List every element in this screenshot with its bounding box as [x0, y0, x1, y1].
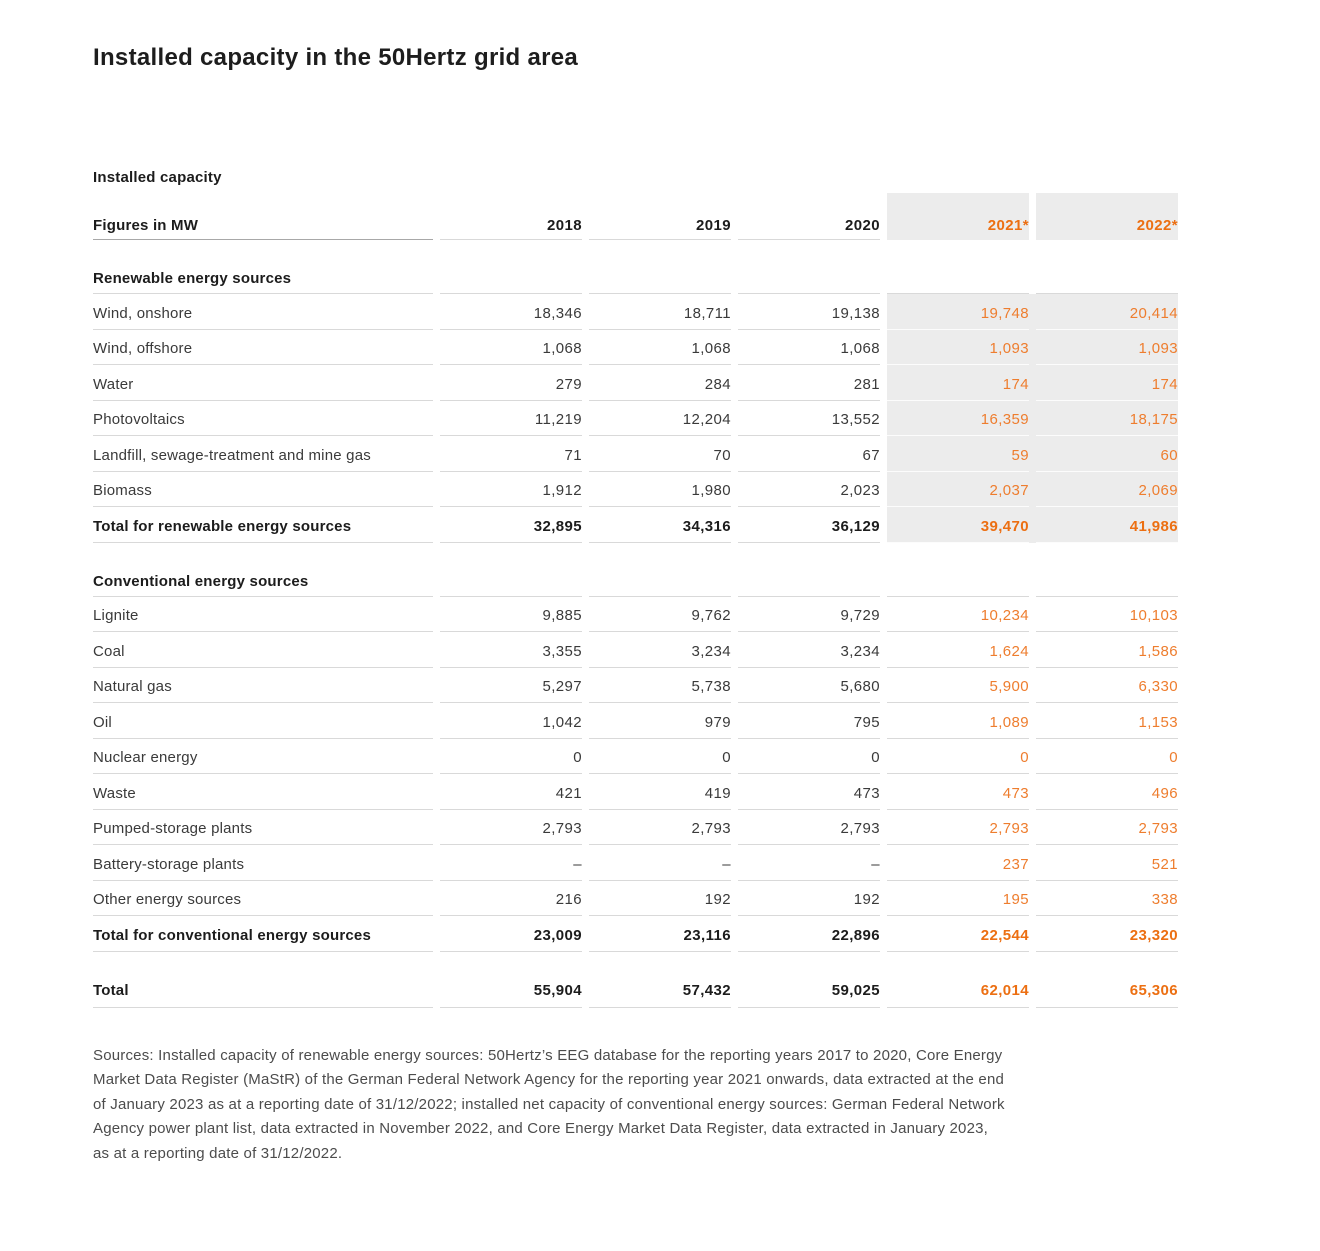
spacer-cell — [589, 543, 731, 597]
total-row-label: Total for conventional energy sources — [93, 916, 433, 952]
cell-value: 2,793 — [1036, 810, 1178, 846]
cell-value: 18,346 — [440, 294, 582, 330]
cell-value: 473 — [738, 774, 880, 810]
grand-total-value: 57,432 — [589, 952, 731, 1008]
cell-value: 16,359 — [887, 401, 1029, 437]
cell-value: 195 — [887, 881, 1029, 917]
cell-value: 70 — [589, 436, 731, 472]
cell-value: 3,355 — [440, 632, 582, 668]
total-cell-value: 22,896 — [738, 916, 880, 952]
cell-value: 0 — [738, 739, 880, 775]
row-label: Other energy sources — [93, 881, 433, 917]
cell-value: 0 — [1036, 739, 1178, 775]
grand-total-value: 59,025 — [738, 952, 880, 1008]
cell-value: 2,793 — [738, 810, 880, 846]
cell-value: 6,330 — [1036, 668, 1178, 704]
cell-value: 1,093 — [887, 330, 1029, 366]
total-cell-value: 23,009 — [440, 916, 582, 952]
row-label: Oil — [93, 703, 433, 739]
spacer-cell — [589, 240, 731, 294]
cell-value: 9,762 — [589, 597, 731, 633]
cell-value: 12,204 — [589, 401, 731, 437]
cell-value: 59 — [887, 436, 1029, 472]
cell-value: 19,748 — [887, 294, 1029, 330]
cell-value: – — [589, 845, 731, 881]
cell-value: 18,175 — [1036, 401, 1178, 437]
cell-value: 192 — [738, 881, 880, 917]
spacer-cell — [887, 240, 1029, 294]
cell-value: 192 — [589, 881, 731, 917]
cell-value: 1,980 — [589, 472, 731, 508]
cell-value: 0 — [589, 739, 731, 775]
table-subtitle: Installed capacity — [93, 169, 222, 186]
sources-line: Sources: Installed capacity of renewable energy sources: 50Hertz’s EEG database for the reporting years 2017 to 2020, Core Energy — [93, 1046, 1003, 1064]
cell-value: 13,552 — [738, 401, 880, 437]
row-label: Waste — [93, 774, 433, 810]
sources-line: as at a reporting date of 31/12/2022. — [93, 1144, 343, 1162]
cell-value: 1,586 — [1036, 632, 1178, 668]
cell-value: 20,414 — [1036, 294, 1178, 330]
cell-value: 2,023 — [738, 472, 880, 508]
cell-value: 10,234 — [887, 597, 1029, 633]
cell-value: 1,042 — [440, 703, 582, 739]
cell-value: 338 — [1036, 881, 1178, 917]
row-label: Natural gas — [93, 668, 433, 704]
column-header: 2019 — [589, 193, 731, 240]
cell-value: 3,234 — [589, 632, 731, 668]
cell-value: 2,069 — [1036, 472, 1178, 508]
row-label: Water — [93, 365, 433, 401]
total-row-label: Total for renewable energy sources — [93, 507, 433, 543]
cell-value: 5,297 — [440, 668, 582, 704]
grand-total-value: 65,306 — [1036, 952, 1178, 1008]
figures-in-mw-label: Figures in MW — [93, 193, 433, 240]
cell-value: 979 — [589, 703, 731, 739]
capacity-grid — [93, 193, 1178, 1008]
cell-value: 419 — [589, 774, 731, 810]
cell-value: 1,624 — [887, 632, 1029, 668]
cell-value: 421 — [440, 774, 582, 810]
cell-value: 1,089 — [887, 703, 1029, 739]
cell-value: 795 — [738, 703, 880, 739]
cell-value: 2,037 — [887, 472, 1029, 508]
spacer-cell — [1036, 543, 1178, 597]
total-cell-value: 34,316 — [589, 507, 731, 543]
spacer-cell — [440, 240, 582, 294]
cell-value: 284 — [589, 365, 731, 401]
row-label: Landfill, sewage-treatment and mine gas — [93, 436, 433, 472]
cell-value: 5,680 — [738, 668, 880, 704]
column-header: 2020 — [738, 193, 880, 240]
total-cell-value: 39,470 — [887, 507, 1029, 543]
column-header: 2022* — [1136, 217, 1178, 234]
cell-value: 3,234 — [738, 632, 880, 668]
total-cell-value: 36,129 — [738, 507, 880, 543]
cell-value: 10,103 — [1036, 597, 1178, 633]
cell-value: 473 — [887, 774, 1029, 810]
cell-value: 1,068 — [589, 330, 731, 366]
spacer-cell — [1036, 240, 1178, 294]
spacer-cell — [738, 240, 880, 294]
page-title: Installed capacity in the 50Hertz grid area — [93, 44, 579, 71]
cell-value: 60 — [1036, 436, 1178, 472]
row-label: Biomass — [93, 472, 433, 508]
cell-value: 11,219 — [440, 401, 582, 437]
capacity-table — [93, 193, 1178, 1008]
sources-line: Market Data Register (MaStR) of the German Federal Network Agency for the reporting year 2021 onwards, data extracted at the end — [93, 1071, 1005, 1088]
row-label: Nuclear energy — [93, 739, 433, 775]
total-cell-value: 23,320 — [1036, 916, 1178, 952]
column-header: 2018 — [440, 193, 582, 240]
sources-line: of January 2023 as at a reporting date of 31/12/2022; installed net capacity of conventional energy sources: German Federal Network — [93, 1095, 1005, 1113]
cell-value: 237 — [887, 845, 1029, 881]
total-cell-value: 32,895 — [440, 507, 582, 543]
cell-value: 5,900 — [887, 668, 1029, 704]
cell-value: 281 — [738, 365, 880, 401]
section-header: Renewable energy sources — [93, 240, 433, 294]
cell-value: 67 — [738, 436, 880, 472]
spacer-cell — [738, 543, 880, 597]
spacer-cell — [887, 543, 1029, 597]
cell-value: 279 — [440, 365, 582, 401]
cell-value: 18,711 — [589, 294, 731, 330]
row-label: Battery-storage plants — [93, 845, 433, 881]
cell-value: 2,793 — [887, 810, 1029, 846]
cell-value: 9,885 — [440, 597, 582, 633]
total-cell-value: 41,986 — [1036, 507, 1178, 543]
cell-value: 1,153 — [1036, 703, 1178, 739]
cell-value: 0 — [440, 739, 582, 775]
cell-value: 0 — [887, 739, 1029, 775]
cell-value: 19,138 — [738, 294, 880, 330]
row-label: Lignite — [93, 597, 433, 633]
cell-value: – — [738, 845, 880, 881]
sources-line: Agency power plant list, data extracted in November 2022, and Core Energy Market Data Register, data extracted in January 2023, — [93, 1120, 989, 1137]
row-label: Photovoltaics — [93, 401, 433, 437]
cell-value: 2,793 — [589, 810, 731, 846]
row-label: Pumped-storage plants — [93, 810, 433, 846]
cell-value: 1,912 — [440, 472, 582, 508]
cell-value: 496 — [1036, 774, 1178, 810]
cell-value: 174 — [1036, 365, 1178, 401]
row-label: Coal — [93, 632, 433, 668]
grand-total-value: 62,014 — [887, 952, 1029, 1008]
cell-value: 1,068 — [738, 330, 880, 366]
cell-value: 71 — [440, 436, 582, 472]
grand-total-label: Total — [93, 952, 433, 1008]
cell-value: 1,068 — [440, 330, 582, 366]
sources-note — [93, 1044, 1227, 1167]
section-header: Conventional energy sources — [93, 543, 433, 597]
cell-value: 2,793 — [440, 810, 582, 846]
spacer-cell — [440, 543, 582, 597]
cell-value: 216 — [440, 881, 582, 917]
total-cell-value: 22,544 — [887, 916, 1029, 952]
row-label: Wind, onshore — [93, 294, 433, 330]
cell-value: 521 — [1036, 845, 1178, 881]
row-label: Wind, offshore — [93, 330, 433, 366]
cell-value: 9,729 — [738, 597, 880, 633]
total-cell-value: 23,116 — [589, 916, 731, 952]
grand-total-value: 55,904 — [440, 952, 582, 1008]
cell-value: 174 — [887, 365, 1029, 401]
cell-value: 5,738 — [589, 668, 731, 704]
cell-value: 1,093 — [1036, 330, 1178, 366]
column-header: 2021* — [987, 217, 1029, 234]
page — [0, 44, 1320, 1166]
cell-value: – — [440, 845, 582, 881]
